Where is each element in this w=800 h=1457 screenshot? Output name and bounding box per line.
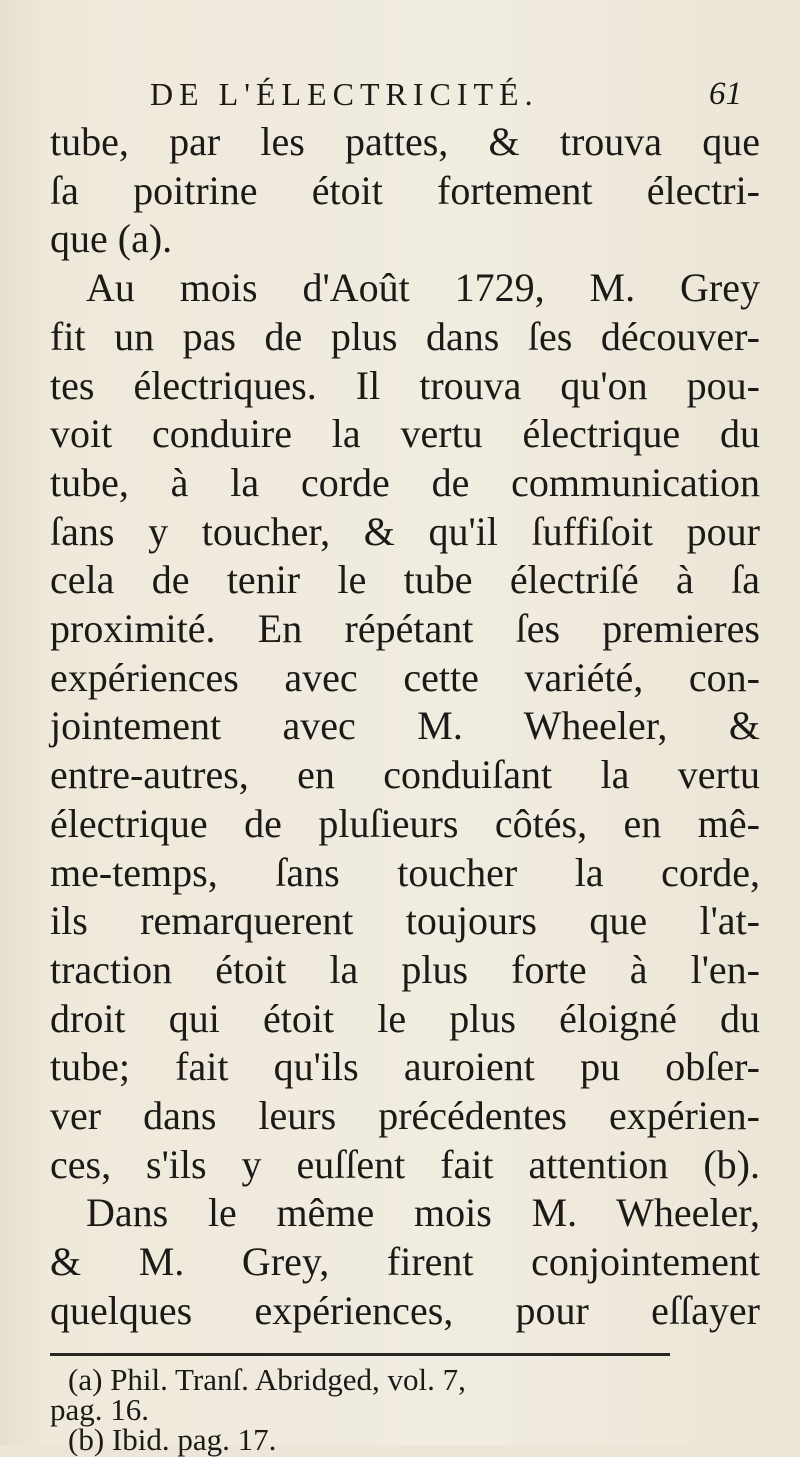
text-line: traction étoit la plus forte à l'en- [50,946,760,992]
text-line: tube, par les pattes, & trouva que [50,119,760,164]
body-text [50,118,760,1336]
text-line: expériences avec cette variété, con- [50,654,760,700]
text-line: tube, à la corde de communication [50,459,760,505]
footnote-line: (b) Ibid. pag. 17. [68,1422,277,1457]
text-line: ſa poitrine étoit fortement électri- [50,167,760,213]
footnote-divider [50,1353,670,1356]
text-line: que (a). [50,216,173,262]
footnote-line: pag. 16. [50,1392,150,1427]
text-line: ver dans leurs précédentes expérien- [50,1093,760,1139]
text-line: ils remarquerent toujours que l'at- [50,898,760,944]
text-line: cela de tenir le tube électriſé à ſa [50,557,760,603]
running-head [150,76,750,120]
text-line: me-temps, ſans toucher la corde, [50,849,760,895]
text-line: jointement avec M. Wheeler, & [50,703,760,749]
text-line: ces, s'ils y euſſent fait attention (b). [50,1141,760,1187]
text-line: ſans y toucher, & qu'il ſuffiſoit pour [50,508,760,554]
text-line: entre-autres, en conduiſant la vertu [50,752,760,798]
text-line: fit un pas de plus dans ſes découver- [50,313,760,359]
footnotes [50,1362,770,1457]
running-head-title: DE L'ÉLECTRICITÉ. [150,76,539,112]
text-line: tes électriques. Il trouva qu'on pou- [50,362,760,408]
text-line: droit qui étoit le plus éloigné du [50,995,760,1041]
text-line: proximité. En répétant ſes premieres [50,606,760,652]
text-line: quelques expériences, pour eſſayer [50,1287,760,1333]
text-line: tube; fait qu'ils auroient pu obſer- [50,1044,760,1090]
page-number: 61 [709,76,742,112]
text-line: voit conduire la vertu électrique du [50,411,760,457]
text-line: Au mois d'Août 1729, M. Grey [86,265,760,311]
text-line: Dans le même mois M. Wheeler, [86,1190,760,1236]
footnote-line: (a) Phil. Tranſ. Abridged, vol. 7, [68,1362,466,1397]
text-line: électrique de pluſieurs côtés, en mê- [50,800,760,846]
text-line: & M. Grey, firent conjointement [50,1239,760,1285]
